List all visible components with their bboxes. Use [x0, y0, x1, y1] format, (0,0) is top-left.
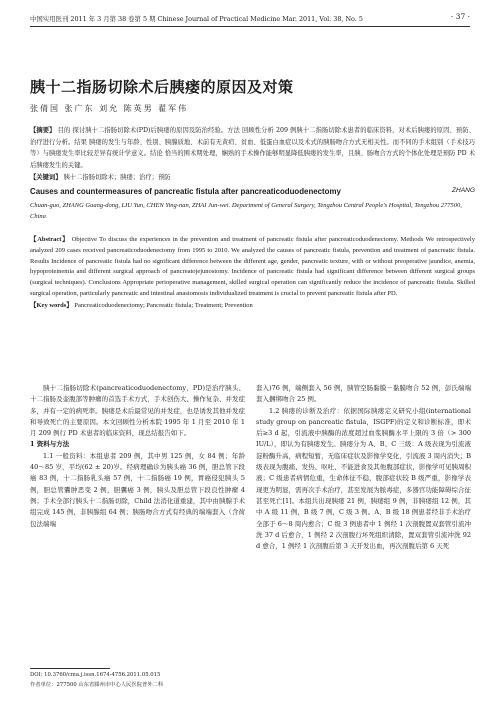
diagnosis-paragraph: 1.2 胰瘘的诊断及治疗：依据国际胰瘘定义研究小组(international study group on pancreatic fistula，ISGPF)的定义和诊断标准，即术后≥3 d 起，引流液中胰酶的浓度超过血浆胰酶水平上限的 3 倍（> 300 IU/L），即认为有胰瘘发生。胰瘘分为 A、B、C 三级：A 级表现为引流液淀粉酶升高，病程短暂，无临床症状及影像学变化，引流液 3 周内消失；B 级表现为腹痛、发热、呕吐、不能进食及其他腹部症状，影像学可见胰周积液；C 级患者病情危重，生命体征不稳，腹部症状较 B 级严重，影像学表现更为明显，需再次手术治疗，甚至发展为脓毒症，多器官功能障碍综合征甚至死亡[1]。本组共出现胰瘘 21 例，胰瘘组 9 例，非胰瘘组 12 例，其中 A 级 11 例，B 级 7 例，C 级 3 例。A、B 级 18 例患者经非手术治疗全部于 6～8 周内愈合；C 级 3 例患者中 1 例经 1 次剖腹置双套管引流冲洗 37 d 后愈合，1 例经 2 次剖腹行坏死组织清除，置双套管引流冲洗 92 d 愈合，1 例经 1 次剖腹后第 3 天开发出血，再次剖腹后第 6 天死 — [256, 406, 471, 551]
section-heading-materials: 1 资料与方法 — [30, 440, 70, 449]
cn-abstract-label: 【摘要】 — [30, 127, 56, 134]
doi-footnote: DOI: 10.3760/cma.j.issn.1674-4756.2011.05.015 — [30, 672, 161, 678]
en-abstract-body — [30, 235, 475, 300]
body-column-left — [30, 383, 245, 530]
en-abstract-text: Objective To discuss the experiences in the prevention and treatment of pancreatic fistula after pancreaticoduodenectomy. Methods We retrospectively analyzed 209 cases received pancreaticoduodenectomy from 1995 to 2010. We analyzed the causes of pancreatic fistula, prevention and treatment of pancreatic fistula. Results Incidence of pancreatic fistula had no significant difference between the different age, gender, pancreatic texture, with or without preoperative jaundice, anemia, hypoproteinemia and different surgical approach of pancreatojejunostomy. Incidence of pancreatic fistula had significant difference between different surgical groups (surgical techniques). Conclusions Appropriate perioperative management, skilled surgical operation can significantly reduce the incidence of pancreatic fistula. Skilled surgical operation, particularly pancreatic and intestinal anastomosis individualized treatment is crucial to prevent pancreatic fistula after PD. — [30, 236, 475, 297]
chinese-abstract — [30, 125, 475, 184]
page-number: · 37 · — [450, 12, 470, 21]
en-keywords-label: 【Key words】 — [30, 301, 73, 309]
general-data-paragraph: 1.1 一般资料：本组患者 209 例，其中男 125 例，女 84 例；年龄 40～85 岁，平均(62 ± 20)岁。经病理确诊为胰头癌 36 例，胆总管下段癌 83 例，十二指肠乳头癌 57 例，十二指肠癌 19 例，胃癌侵犯胰头 5 例，胆总管囊肿恶变 2 例，胆囊癌 3 例，胰头及胆总管下段良性肿瘤 4 例；手术全部行胰头十二指肠切除，Child 法消化道重建，其中由胰腺手术组完成 145 例，非胰腺组 64 例；胰肠吻合方式有经典的端端套入（含荷包法端端 — [30, 451, 245, 528]
english-abstract — [30, 235, 475, 312]
en-abstract-label: 【Abstract】 — [30, 236, 70, 243]
body-column-right — [256, 383, 471, 552]
affiliation-footnote: 作者单位：277500 山东省滕州市中心人民医院普外二科 — [30, 682, 164, 688]
en-keywords-text: Pancreaticoduodenectomy; Pancreatic fistula; Treatment; Prevention — [74, 301, 253, 309]
cn-abstract-body — [30, 125, 475, 171]
intro-paragraph: 胰十二指肠切除术(pancreaticoduodenectomy，PD)是治疗胰头、十二指肠及壶腹部等肿瘤的首选手术方式，手术创伤大、操作复杂、并发症多，并有一定的病死率。胰瘘是术后最常见的并发症，也是诱发其他并发症和导致死亡的主要原因。本文回顾性分析本院 1995 年 1 月至 2010 年 1 月 209 例行 PD 术患者的临床资料，现总结报告如下。 — [30, 384, 245, 438]
article-title: 胰十二指肠切除术后胰瘘的原因及对策 — [30, 78, 294, 96]
footnote-rule — [30, 668, 110, 669]
english-title — [30, 187, 475, 196]
en-keywords — [30, 301, 475, 312]
author-list: 张倩国 张广东 刘允 陈英男 翟军伟 — [30, 104, 189, 113]
journal-header: 中国实用医刊 2011 年 3 月第 38 卷第 5 期 Chinese Journal of Practical Medicine Mar. 2011, Vol. 38, No. 5 — [30, 15, 363, 23]
cn-abstract-text: 目的 探讨胰十二指肠切除术(PD)后胰瘘的原因及防治经验。方法 回顾性分析 209 例胰十二指肠切除术患者的临床资料，对术后胰瘘的原因、预防、治疗进行分析。结果 胰瘘的发生与年龄、性别、胰腺质地、术前有无黄疸、贫血、低蛋白血症以及术式的胰肠吻合方式无相关性。而不同的手术组别（手术技巧等）与胰瘘发生率比较差异有统计学意义。结论 恰当的围术期处理，娴熟的手术操作能够明显降低胰瘘的发生率，且胰、肠吻合方式的个体化处理是预防 PD 术后胰瘘发生的关键。 — [30, 127, 475, 169]
english-title-author-start: ZHANG — [451, 187, 475, 194]
cn-keywords-label: 【关键词】 — [30, 174, 62, 181]
cn-keywords-text: 胰十二指肠切除术；胰瘘；治疗；预防 — [63, 174, 171, 181]
cn-keywords — [30, 172, 475, 184]
english-authors: Chuan-guo, ZHANG Guang-dong, LIU Yun, CHEN Ying-nan, ZHAI Jun-wei. Department of General Surgery, Tengzhou Central People's Hospital, Tengzhou 277500, China — [30, 202, 462, 220]
continued-paragraph: 套入)76 例，端侧套入 56 例，胰管空肠黏膜－黏膜吻合 52 例，彭氏端端套入捆绑吻合 25 例。 — [256, 384, 471, 404]
english-title-text: Causes and countermeasures of pancreatic fistula after pancreaticoduodenectomy — [30, 187, 341, 196]
running-header — [30, 14, 470, 23]
header-rule — [30, 26, 470, 27]
